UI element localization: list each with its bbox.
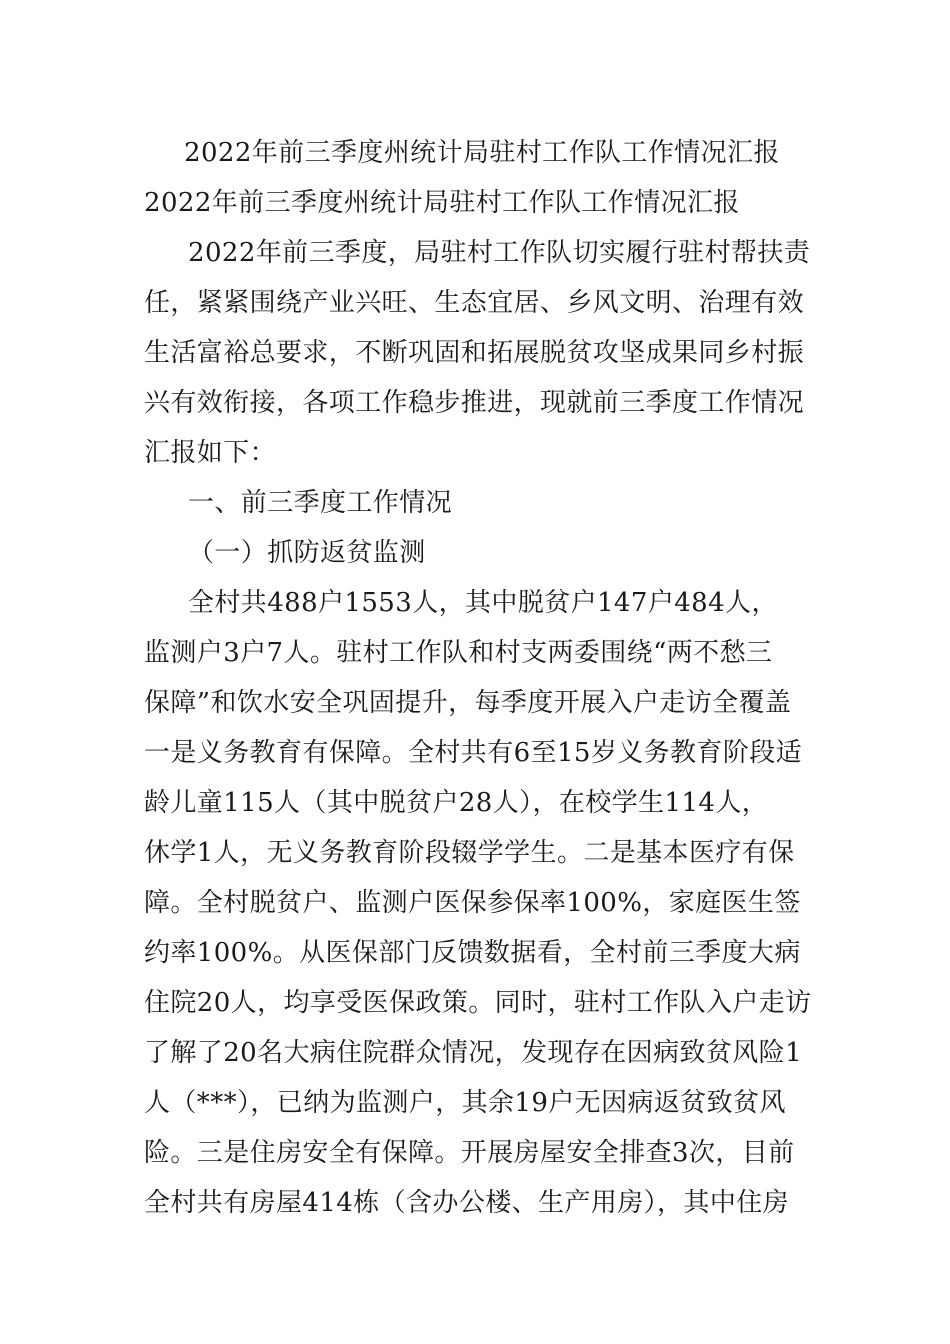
body-paragraph-line: 人（***），已纳为监测户，其余19户无因病返贫致贫风: [144, 1088, 786, 1118]
body-paragraph-line: 休学1人，无义务教育阶段辍学学生。二是基本医疗有保: [144, 838, 795, 868]
intro-paragraph-line: 2022年前三季度，局驻村工作队切实履行驻村帮扶责: [188, 238, 811, 268]
body-paragraph-line: 了解了20名大病住院群众情况，发现存在因病致贫风险1: [144, 1038, 803, 1068]
document-title-repeat: 2022年前三季度州统计局驻村工作队工作情况汇报: [144, 188, 740, 218]
body-paragraph-line: 监测户3户7人。驻村工作队和村支两委围绕“两不愁三: [144, 638, 773, 668]
body-paragraph-line: 全村共488户1553人，其中脱贫户147户484人，: [188, 588, 778, 618]
body-paragraph-line: 障。全村脱贫户、监测户医保参保率100%，家庭医生签: [144, 888, 801, 918]
intro-paragraph-line: 生活富裕总要求，不断巩固和拓展脱贫攻坚成果同乡村振: [144, 338, 805, 368]
intro-paragraph-line: 任，紧紧围绕产业兴旺、生态宜居、乡风文明、治理有效: [144, 288, 805, 318]
body-paragraph-line: 险。三是住房安全有保障。开展房屋安全排查3次，目前: [144, 1138, 795, 1168]
document-page: [144, 128, 812, 1228]
body-paragraph-line: 约率100%。从医保部门反馈数据看，全村前三季度大病: [144, 938, 801, 968]
intro-paragraph-line: 汇报如下：: [144, 438, 277, 468]
section-heading: 一、前三季度工作情况: [188, 488, 453, 518]
body-paragraph-line: 保障”和饮水安全巩固提升，每季度开展入户走访全覆盖: [144, 688, 792, 718]
body-paragraph-line: 龄儿童115人（其中脱贫户28人），在校学生114人，: [144, 788, 769, 818]
body-paragraph-line: 全村共有房屋414栋（含办公楼、生产用房），其中住房: [144, 1188, 790, 1218]
body-paragraph-line: 住院20人，均享受医保政策。同时，驻村工作队入户走访: [144, 988, 812, 1018]
subsection-heading: （一）抓防返贫监测: [188, 538, 426, 568]
document-title: 2022年前三季度州统计局驻村工作队工作情况汇报: [184, 138, 780, 168]
body-paragraph-line: 一是义务教育有保障。全村共有6至15岁义务教育阶段适: [144, 738, 803, 768]
intro-paragraph-line: 兴有效衔接，各项工作稳步推进，现就前三季度工作情况: [144, 388, 805, 418]
